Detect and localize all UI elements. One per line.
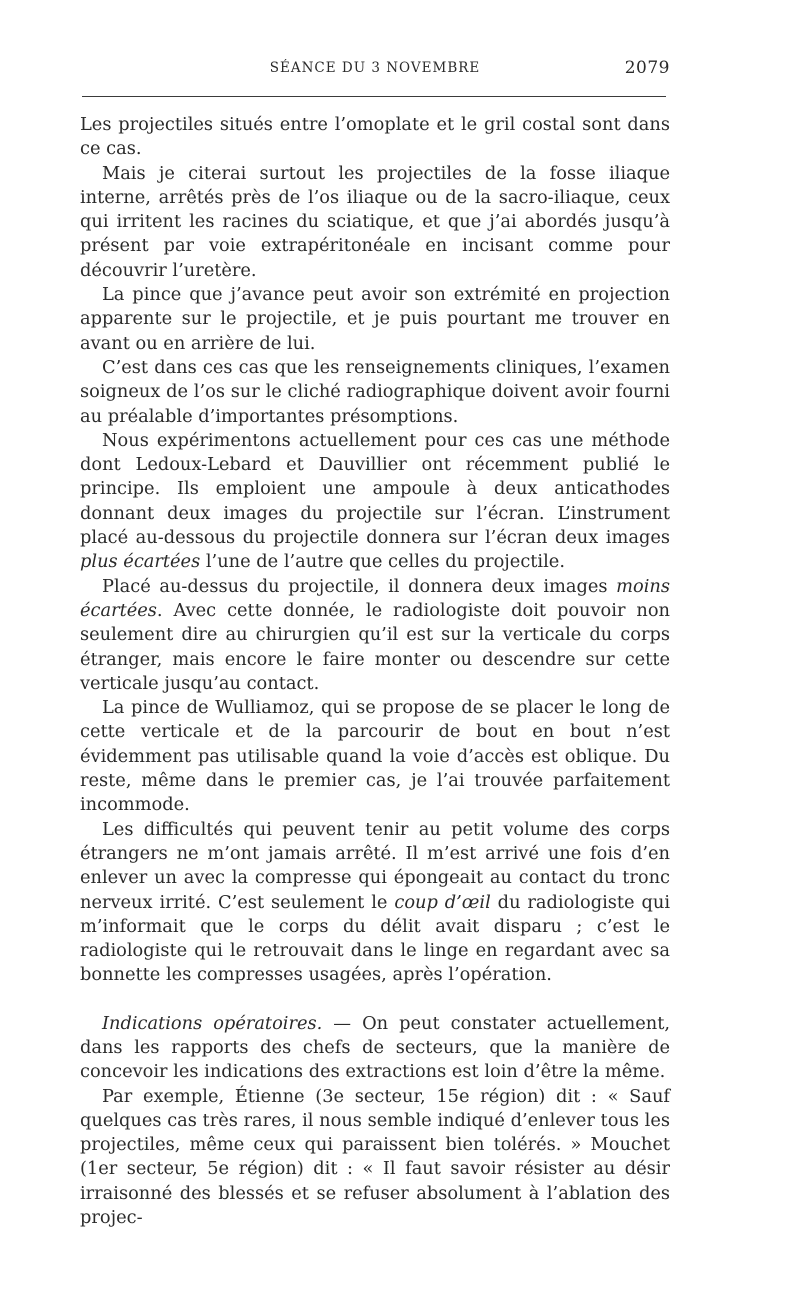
- section-paragraph: Indications opératoires. — On peut constater actuellement, dans les rapports des chefs de secteurs, que la manière de concevoir les indications des extractions est loin d’être la même.: [80, 1012, 670, 1083]
- emphasis: coup d’œil: [394, 891, 491, 913]
- paragraph: Nous expérimentons actuellement pour ces cas une méthode dont Ledoux-Lebard et Dauvillier ont récemment publié le principe. Ils emploient une ampoule à deux anticathodes donnant deux images du projectile sur l’écran. L’instrument placé au-dessous du projectile donnera sur l’écran deux images plus écartées l’une de l’autre que celles du projectile.: [80, 429, 670, 573]
- paragraph: Les difficultés qui peuvent tenir au petit volume des corps étrangers ne m’ont jamais arrêté. Il m’est arrivé une fois d’en enlever un avec la compresse qui épongeait au contact du tronc nerveux irrité. C’est seulement le coup d’œil du radiologiste qui m’informait que le corps du délit avait disparu ; c’est le radiologiste qui le retrouvait dans le linge en regardant avec sa bonnette les compresses usagées, après l’opération.: [80, 818, 670, 986]
- paragraph: La pince de Wulliamoz, qui se propose de se placer le long de cette verticale et de la parcourir de bout en bout n’est évidemment pas utilisable quand la voie d’accès est oblique. Du reste, même dans le premier cas, je l’ai trouvée parfaitement incommode.: [80, 697, 670, 816]
- paragraph: La pince que j’avance peut avoir son extrémité en projection apparente sur le projectile, et je puis pourtant me trouver en avant ou en arrière de lui.: [80, 284, 670, 354]
- emphasis: moins écartées: [80, 575, 670, 621]
- running-head: SÉANCE DU 3 NOVEMBRE: [269, 60, 481, 76]
- page-number: 2079: [624, 58, 670, 78]
- paragraph: C’est dans ces cas que les renseignements cliniques, l’examen soigneux de l’os sur le cliché radiographique doivent avoir fourni au préalable d’importantes présomptions.: [80, 356, 670, 427]
- emphasis: plus écartées: [80, 551, 201, 573]
- paragraph: Les projectiles situés entre l’omoplate et le gril costal sont dans ce cas.: [80, 114, 670, 160]
- section-heading: Indications opératoires.: [102, 1012, 323, 1034]
- body-text: [80, 113, 670, 1230]
- paragraph: Par exemple, Étienne (3e secteur, 15e région) dit : « Sauf quelques cas très rares, il nous semble indiqué d’enlever tous les projectiles, même ceux qui paraissent bien tolérés. » Mouchet (1er secteur, 5e région) dit : « Il faut savoir résister au désir irraisonné des blessés et se refuser absolument à l’ablation des projec-: [80, 1085, 670, 1229]
- paragraph: Placé au-dessus du projectile, il donnera deux images moins écartées. Avec cette donnée, le radiologiste doit pouvoir non seulement dire au chirurgien qu’il est sur la verticale du corps étranger, mais encore le faire monter ou descendre sur cette verticale jusqu’au contact.: [80, 575, 670, 694]
- page-header: [80, 58, 670, 84]
- paragraph: Mais je citerai surtout les projectiles de la fosse iliaque interne, arrêtés près de l’os iliaque ou de la sacro-iliaque, ceux qui irritent les racines du sciatique, et que j’ai abordés jusqu’à présent par voie extrapéritonéale en incisant comme pour découvrir l’uretère.: [80, 162, 670, 281]
- header-rule: [82, 96, 666, 97]
